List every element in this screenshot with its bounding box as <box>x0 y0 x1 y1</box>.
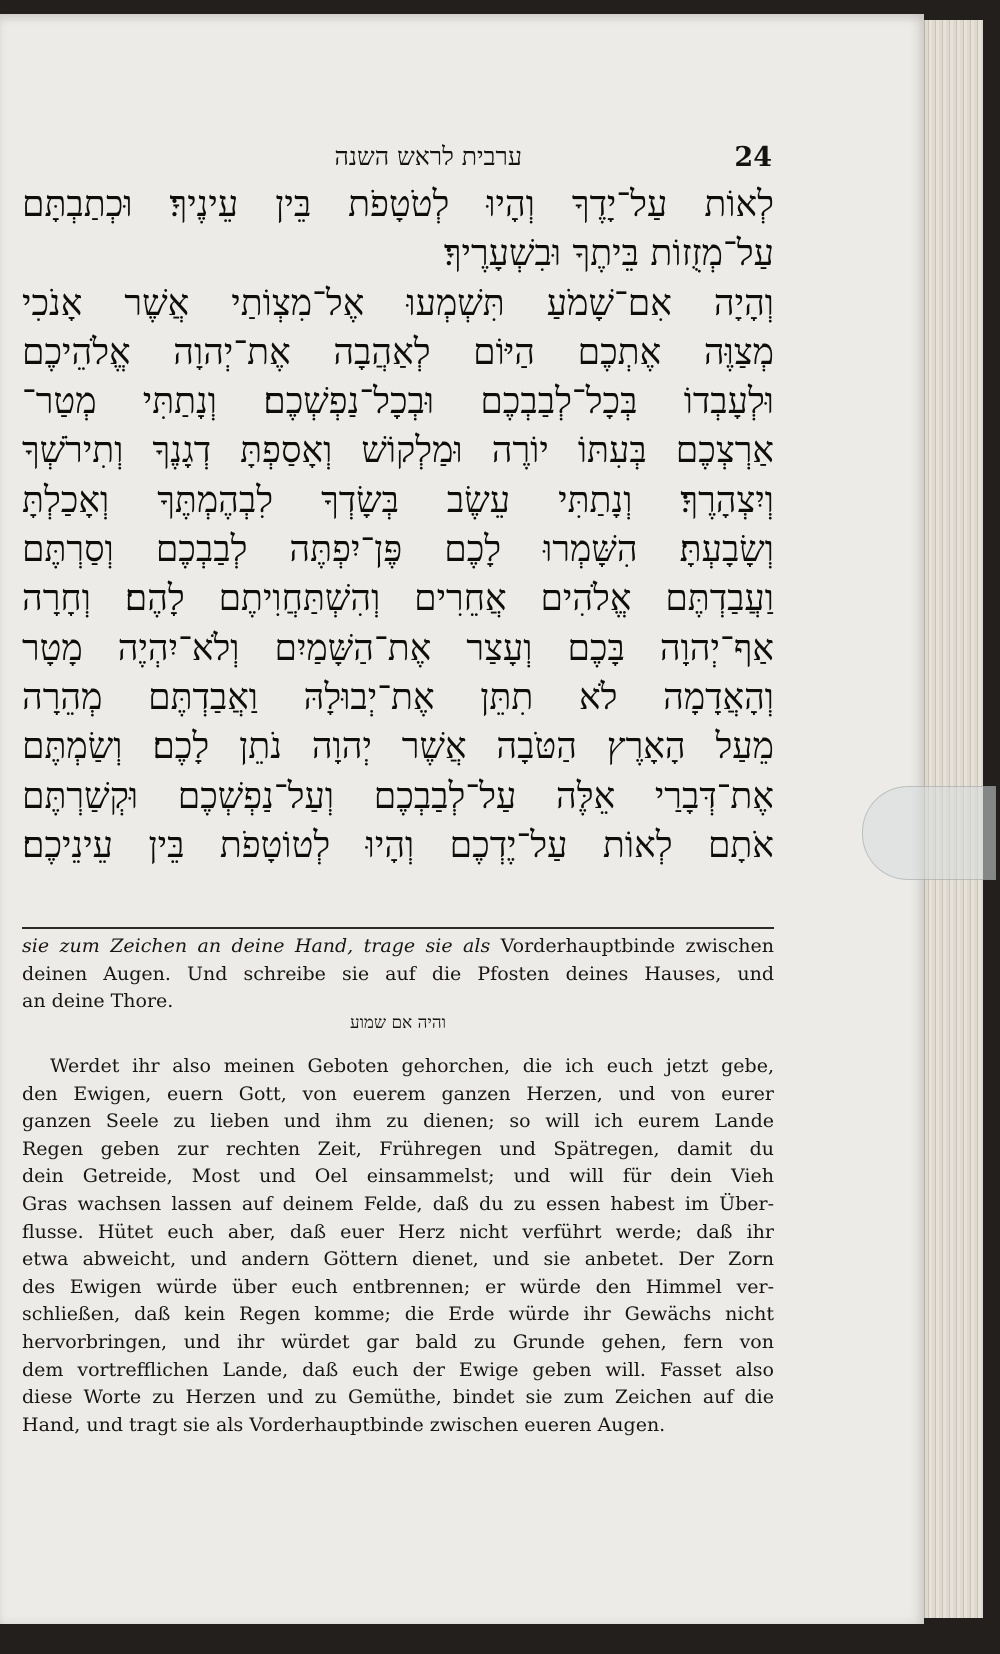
german-line: Hand, und tragt sie als Vorderhauptbinde zwischen eueren Augen. <box>22 1413 666 1436</box>
hebrew-line: אֶת־דְּבָרַי אֵלֶּה עַל־לְבַבְכֶם וְעַל־נַפְשְׁכֶם וּקְשַׁרְתֶּם <box>22 775 774 817</box>
german-line: dem vortrefflichen Lande, daß euch der Ewige geben will. Fasset also <box>22 1358 774 1381</box>
german-line: Werdet ihr also meinen Geboten gehorchen, die ich euch jetzt gebe, <box>50 1055 774 1077</box>
german-line: schließen, daß kein Regen komme; die Erde würde ihr Gewächs nicht <box>22 1303 774 1326</box>
hebrew-text-block <box>22 180 774 870</box>
hebrew-line: מְצַוֶּה אֶתְכֶם הַיּוֹם לְאַהֲבָה אֶת־יְהוָה אֱלֹהֵיכֶם <box>22 331 774 373</box>
hebrew-line: לְאוֹת עַל־יָדֶךָ וְהָיוּ לְטֹטָפֹת בֵּין עֵינֶיךָ׃ וּכְתַבְתָּם <box>22 184 774 225</box>
german-translation-top <box>22 933 774 1016</box>
hebrew-line: וְהָיָה אִם־שָׁמֹעַ תִּשְׁמְעוּ אֶל־מִצְוֹתַי אֲשֶׁר אָנֹכִי <box>22 282 774 324</box>
hebrew-line: וְהָאֲדָמָה לֹא תִתֵּן אֶת־יְבוּלָהּ וַאֲבַדְתֶּם מְהֵרָה <box>22 676 774 718</box>
hebrew-line: וְשָׂבָעְתָּ׃ הִשָּׁמְרוּ לָכֶם פֶּן־יִפְתֶּה לְבַבְכֶם וְסַרְתֶּם <box>22 529 774 571</box>
page-header <box>262 142 772 182</box>
section-heading: והיה אם שמוע <box>349 1013 447 1033</box>
hebrew-line: אֹתָם לְאוֹת עַל־יֶדְכֶם וְהָיוּ לְטוֹטָפֹת בֵּין עֵינֵיכֶם׃ <box>22 824 774 866</box>
german-line: hervorbringen, und ihr würdet gar bald zu Grunde gehen, fern von <box>22 1330 774 1353</box>
german-line: den Ewigen, euern Gott, von euerem ganzen Herzen, und von eurer <box>22 1082 774 1105</box>
german-line: ganzen Seele zu lieben und ihm zu dienen; so will ich eurem Lande <box>22 1110 774 1133</box>
divider-rule <box>22 927 774 929</box>
page-clip-tab <box>862 786 996 880</box>
hebrew-line: וַעֲבַדְתֶּם אֱלֹהִים אֲחֵרִים וְהִשְׁתַּחֲוִיתֶם לָהֶם׃ וְחָרָה <box>22 578 774 620</box>
german-emphasis: sie zum Zeichen an deine Hand, <box>22 935 354 957</box>
german-line: des Ewigen würde über euch entbrennen; er würde den Himmel ver- <box>22 1275 774 1298</box>
page-number: 24 <box>734 142 772 173</box>
hebrew-line: וּלְעָבְדוֹ בְּכָל־לְבַבְכֶם וּבְכָל־נַפְשְׁכֶם׃ וְנָתַתִּי מְטַר־ <box>22 381 774 423</box>
german-line: deinen Augen. Und schreibe sie auf die Pfosten deines Hauses, und <box>22 962 774 985</box>
german-line: diese Worte zu Herzen und zu Gemüthe, bindet sie zum Zeichen auf die <box>22 1386 774 1409</box>
hebrew-line: מֵעַל הָאָרֶץ הַטֹּבָה אֲשֶׁר יְהוָה נֹתֵן לָכֶם׃ וְשַׂמְתֶּם <box>22 726 774 768</box>
hebrew-line: וְיִצְהָרֶךָ׃ וְנָתַתִּי עֵשֶׂב בְּשָׂדְךָ לִבְהֶמְתֶּךָ וְאָכַלְתָּ <box>22 479 774 521</box>
hebrew-line: עַל־מְזֻזוֹת בֵּיתֶךָ וּבִשְׁעָרֶיךָ׃ <box>443 233 774 275</box>
german-line: Gras wachsen lassen auf deinem Felde, daß du zu essen habest im Über- <box>22 1192 774 1215</box>
german-emphasis: trage sie als <box>363 935 491 957</box>
hebrew-line: אַף־יְהוָה בָּכֶם וְעָצַר אֶת־הַשָּׁמַיִם וְלֹא־יִהְיֶה מָטָר <box>22 627 774 669</box>
german-line: flusse. Hütet euch aber, daß euer Herz nicht verführt werde; daß ihr <box>22 1220 774 1243</box>
german-translation-body <box>22 1053 774 1439</box>
hebrew-line: אַרְצְכֶם בְּעִתּוֹ יוֹרֶה וּמַלְקוֹשׁ וְאָסַפְתָּ דְגָנֶךָ וְתִירֹשְׁךָ <box>22 430 774 472</box>
german-line: dein Getreide, Most und Oel einsammelst; und will für dein Vieh <box>22 1165 774 1188</box>
german-line <box>22 933 774 961</box>
german-line: an deine Thore. <box>22 990 174 1013</box>
german-line: Regen geben zur rechten Zeit, Frühregen und Spätregen, damit du <box>22 1137 774 1160</box>
german-line: etwa abweicht, und andern Göttern dienet, und sie anbetet. Der Zorn <box>22 1248 774 1271</box>
german-text: Vorderhauptbinde zwischen <box>500 935 774 957</box>
running-title: ערבית לראש השנה <box>334 142 522 171</box>
